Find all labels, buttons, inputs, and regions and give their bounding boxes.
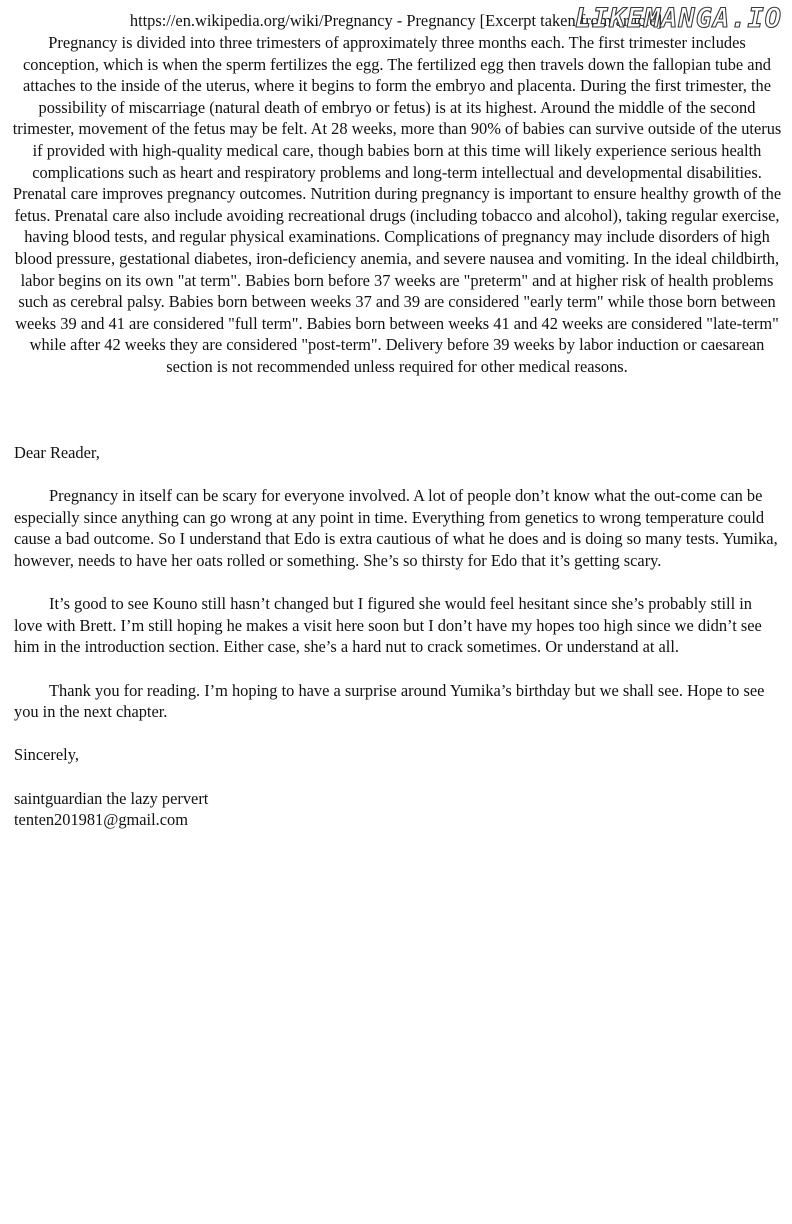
- excerpt-paragraph-trimesters: Pregnancy is divided into three trimesters of approximately three months each. The first trimester includes conception, which is when the sperm fertilizes the egg. The fertilized egg then travels down the fallopian tube and attaches to the inside of the uterus, where it begins to form the embryo and placenta. During the first trimester, the possibility of miscarriage (natural death of embryo or fetus) is at its highest. Around the middle of the second trimester, movement of the fetus may be felt. At 28 weeks, more than 90% of babies can survive outside of the uterus if provided with high-quality medical care, though babies born at this time will likely experience serious health complications such as heart and respiratory problems and long-term intellectual and developmental disabilities.: [12, 33, 782, 182]
- site-watermark: LIKEMANGA.IO: [574, 3, 782, 34]
- signature-name: saintguardian the lazy pervert: [14, 788, 209, 808]
- signature-email: tenten201981@gmail.com: [14, 810, 188, 830]
- author-letter: [14, 442, 782, 831]
- wikipedia-excerpt: [12, 32, 782, 378]
- excerpt-paragraph-prenatal-care: Prenatal care improves pregnancy outcomes. Nutrition during pregnancy is important to ensure healthy growth of the fetus. Prenatal care also include avoiding recreational drugs (including tobacco and alcohol), taking regular exercise, having blood tests, and regular physical examinations. Complications of pregnancy may include disorders of high blood pressure, gestational diabetes, iron-deficiency anemia, and severe nausea and vomiting. In the ideal childbirth, labor begins on its own "at term". Babies born before 37 weeks are "preterm" and at higher risk of health problems such as cerebral palsy. Babies born between weeks 37 and 39 are considered "early term" while those born between weeks 39 and 41 are considered "full term". Babies born between weeks 41 and 42 weeks are considered "late-term" while after 42 weeks they are considered "post-term". Delivery before 39 weeks by labor induction or caesarean section is not recommended unless required for other medical reasons.: [12, 184, 782, 376]
- letter-paragraph: It’s good to see Kouno still hasn’t changed but I figured she would feel hesitant since she’s probably still in love with Brett. I’m still hoping he makes a visit here soon but I don’t have my hopes too high since we didn’t see him in the introduction section. Either case, she’s a hard nut to crack sometimes. Or understand at all.: [14, 594, 762, 657]
- letter-greeting: Dear Reader,: [14, 443, 100, 462]
- letter-closing: Sincerely,: [14, 745, 79, 765]
- source-citation: https://en.wikipedia.org/wiki/Pregnancy - Pregnancy [Excerpt taken from article]: [129, 11, 663, 30]
- letter-paragraph: Pregnancy in itself can be scary for everyone involved. A lot of people don’t know what the out-come can be especially since anything can go wrong at any point in time. Everything from genetics to wrong temperature could cause a bad outcome. So I understand that Edo is extra cautious of what he does and is doing so many tests. Yumika, however, needs to have her oats rolled or something. She’s so thirsty for Edo that it’s getting scary.: [14, 486, 778, 570]
- letter-paragraph: Thank you for reading. I’m hoping to have a surprise around Yumika’s birthday but we shall see. Hope to see you in the next chapter.: [14, 680, 765, 722]
